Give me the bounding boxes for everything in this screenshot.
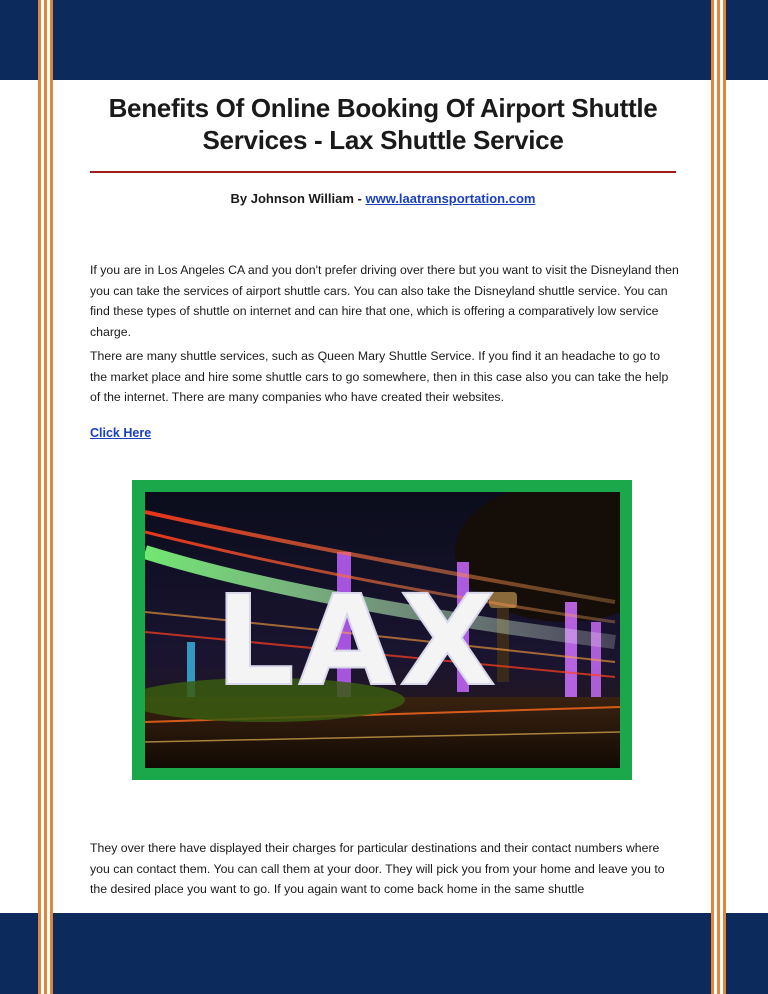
title-line-2: Services - Lax Shuttle Service (202, 125, 564, 155)
lax-photo (145, 492, 620, 768)
paragraph-1: If you are in Los Angeles CA and you don't prefer driving over there but you want to visit the Disneyland then you can take the services of airport shuttle cars. You can also take the Disneyland shuttle service. You can find these types of shuttle on internet and can hire that one, which is offering a comparatively low service charge. (90, 263, 679, 339)
lax-photo-frame (132, 480, 632, 780)
byline-author: By Johnson William - (230, 191, 366, 206)
click-here-link[interactable]: Click Here (90, 426, 152, 440)
byline-website-link[interactable]: www.laatransportation.com (365, 191, 536, 206)
title-line-1: Benefits Of Online Booking Of Airport Shuttle (108, 93, 658, 123)
title-divider (90, 171, 676, 173)
paragraph-3: They over there have displayed their charges for particular destinations and their contact numbers where you can contact them. You can call them at your door. They will pick you from your home and leave you to the desired place you want to go. If you again want to come back home in the same shuttle (90, 841, 665, 896)
byline (90, 191, 676, 206)
page-title (90, 92, 676, 156)
lax-sign-text: LAX (215, 569, 500, 714)
paragraph-2: There are many shuttle services, such as Queen Mary Shuttle Service. If you find it an headache to go to the market place and hire some shuttle cars to go somewhere, then in this case also you can take the help of the internet. There are many companies who have created their websites. (90, 349, 669, 404)
